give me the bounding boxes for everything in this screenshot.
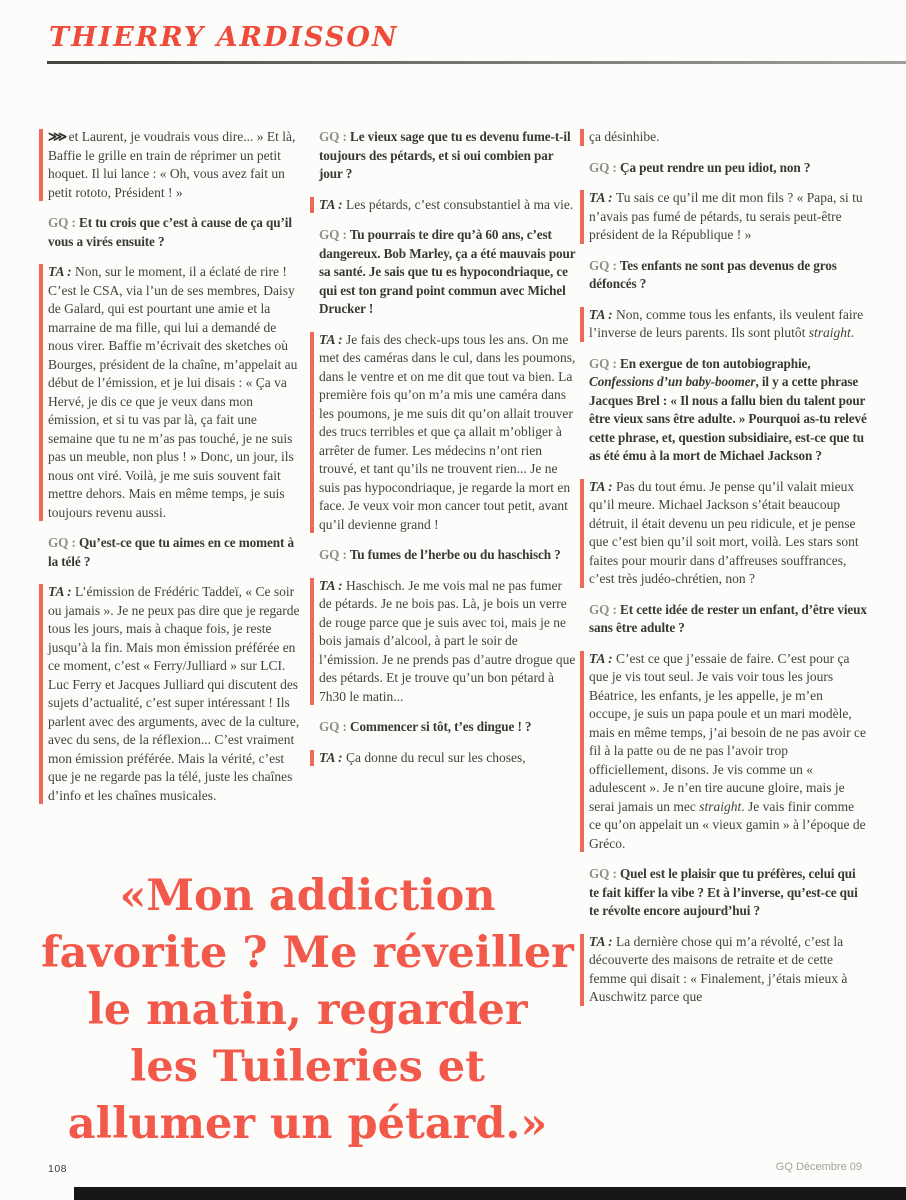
interview-answer [589, 189, 867, 245]
question-text: Et cette idée de rester un enfant, d’être vieux sans être adulte ? [589, 601, 867, 635]
ta-label: TA : [589, 306, 617, 322]
question-text: En exergue de ton autobiographie, Confessions d’un baby-boomer, il y a cette phrase Jacques Brel : « Il nous a fallu bien du talent pour être vieux sans être adulte. » Pourquoi as-tu relevé cette phrase, et, question subsidiaire, est-ce que tu as été ému à la mort de Michael Jackson ? [589, 355, 867, 463]
ta-label: TA : [319, 577, 347, 593]
page-title: THIERRY ARDISSON [49, 22, 399, 53]
question-text: Commencer si tôt, t’es dingue ! ? [350, 719, 532, 734]
ta-label: TA : [589, 933, 617, 949]
answer-text: Les pétards, c’est consubstantiel à ma vie. [346, 196, 574, 212]
interview-answer [48, 263, 301, 522]
gq-label: GQ : [319, 227, 350, 242]
page-number: 108 [48, 1163, 68, 1175]
interview-answer [589, 306, 867, 343]
interview-question [319, 226, 577, 319]
header-rule [47, 61, 906, 64]
gq-label: GQ : [319, 129, 351, 144]
pull-quote-line: «Mon addiction [119, 871, 496, 921]
question-text: Tu fumes de l’herbe ou du haschisch ? [349, 547, 561, 562]
page-edge-bar [74, 1187, 906, 1200]
continuation-arrow-icon: ⋙ [48, 129, 69, 144]
question-text: Tu pourrais te dire qu’à 60 ans, c’est dangereux. Bob Marley, ça a été mauvais pour sa santé. Je sais que tu es hypocondriaque, ce qui est ton grand point commun avec Michel Drucker ! [319, 227, 576, 316]
question-text: Ça peut rendre un peu idiot, non ? [620, 159, 811, 175]
gq-label: GQ : [319, 719, 351, 734]
issue-label: GQ Décembre 09 [775, 1161, 862, 1173]
interview-answer [319, 196, 577, 215]
column-3 [589, 128, 867, 1019]
answer-text: Tu sais ce qu’il me dit mon fils ? « Papa, si tu n’avais pas fumé de pétards, tu serais peut-être président de la République ! » [589, 190, 863, 242]
ta-label: TA : [589, 190, 617, 205]
pull-quote [25, 868, 590, 1153]
interview-question [319, 718, 577, 737]
interview-question [319, 128, 577, 184]
answer-text: Ça donne du recul sur les choses, [346, 749, 526, 765]
answer-text: L’émission de Frédéric Taddeï, « Ce soir ou jamais ». Je ne peux pas dire que je regarde tous les jours, mais à chaque fois, je reste jusqu’à la fin. Mais mon émission préférée en ce moment, c’est « Ferry/Julliard » sur LCI. Luc Ferry et Jacques Julliard qui discutent des sujets d’actualité, c’est super intéressant ! Ils parlent avec des arguments, avec de la culture, avec du sens, de la réflexion... C’est vraiment mon émission préférée. Mais la vérité, c’est que je ne regarde pas la télé, juste les chaînes d’info et les chaînes musicales. [48, 584, 300, 803]
gq-label: GQ : [48, 535, 80, 550]
gq-label: GQ : [589, 866, 621, 881]
pull-quote-line: les Tuileries et [130, 1042, 485, 1092]
interview-question [48, 214, 301, 251]
interview-answer [589, 650, 867, 854]
ta-label: TA : [48, 264, 76, 279]
interview-answer [589, 478, 867, 589]
answer-text: La dernière chose qui m’a révolté, c’est la découverte des maisons de retraite et de cette femme qui disait : « Finalement, j’étais mieux à Auschwitz parce que [589, 933, 848, 1004]
ta-label: TA : [589, 650, 617, 666]
gq-label: GQ : [589, 355, 621, 371]
ta-label: TA : [589, 478, 617, 494]
interview-question [589, 257, 867, 294]
continuation-text: ça désinhibe. [589, 129, 660, 144]
gq-label: GQ : [589, 159, 621, 175]
gq-label: GQ : [48, 215, 80, 230]
gq-label: GQ : [589, 601, 621, 617]
question-text: Et tu crois que c’est à cause de ça qu’il vous a virés ensuite ? [48, 215, 292, 249]
interview-question [589, 865, 867, 921]
interview-question [589, 601, 867, 638]
interview-question [48, 534, 301, 571]
interview-answer [319, 749, 577, 768]
gq-label: GQ : [589, 257, 620, 273]
answer-text: Pas du tout ému. Je pense qu’il valait mieux qu’il meure. Michael Jackson s’était beaucoup détruit, il était devenu un peu ridicule, et je pense que c’est bien qu’il soit mort, voilà. Les stars sont faites pour mourir dans d’affreuses souffrances, c’est très judéo-chrétien, non ? [589, 478, 859, 586]
ta-label: TA : [319, 196, 347, 212]
pull-quote-line: allumer un pétard.» [67, 1099, 548, 1149]
interview-answer [589, 933, 867, 1007]
lead-text: et Laurent, je voudrais vous dire... » Et là, Baffie le grille en train de réprimer un petit hoquet. Il lui lance : « Oh, vous avez fait un petit rototo, Président ! » [48, 129, 296, 200]
ta-label: TA : [48, 584, 76, 599]
answer-text: Non, sur le moment, il a éclaté de rire ! C’est le CSA, via l’un de ses membres, Daisy de Galard, qui est pourtant une amie et la marraine de ma fille, qui lui a demandé de nous virer. Baffie m’écrivait des sketches où Bourges, président de la chaîne, m’appelait au début de l’émission, et je lui disais : « Ça va Hervé, je dis ce que je veux dans mon émission, et si tu vas par là, ça fait une semaine que tu ne m’as pas touché, je ne suis pas un meuble, non plus ! » Donc, un jour, ils nous ont viré. Voilà, je me suis souvent fait mettre dehors. Mais en même temps, je suis toujours revenu aussi. [48, 264, 298, 520]
pull-quote-line: favorite ? Me réveiller [41, 928, 574, 978]
answer-continuation [589, 128, 867, 147]
interview-question [319, 546, 577, 565]
question-text: Le vieux sage que tu es devenu fume-t-il toujours des pétards, et si oui combien par jour ? [319, 129, 571, 181]
lead-paragraph [48, 128, 301, 202]
gq-label: GQ : [319, 547, 350, 562]
column-2 [319, 128, 577, 779]
column-1 [48, 128, 301, 817]
answer-text: Haschisch. Je me vois mal ne pas fumer de pétards. Je ne bois pas. Là, je bois un verre de rouge parce que je suis avec toi, mais je ne bois jamais d’alcool, à part le soir de l’émission. Je ne prends pas d’autre drogue que des pétards. Et je trouve qu’un bon pétard à 7h30 le matin... [319, 577, 576, 704]
question-text: Qu’est-ce que tu aimes en ce moment à la télé ? [48, 535, 294, 569]
question-text: Quel est le plaisir que tu préfères, celui qui te fait kiffer la vibe ? Et à l’inverse, qu’est-ce qui te révolte encore aujourd’hui ? [589, 866, 858, 918]
pull-quote-line: le matin, regarder [87, 985, 528, 1035]
ta-label: TA : [319, 331, 347, 347]
answer-text: Je fais des check-ups tous les ans. On me met des caméras dans le cul, dans les poumons, dans le ventre et on me dit que tout va bien. La première fois qu’on m’a mis une caméra dans les poumons, je me suis dit qu’on allait trouver des trucs terribles et que ça allait m’obliger à arrêter de fumer. Les médecins n’ont rien trouvé, et tant qu’ils ne trouvent rien... Je ne suis pas hypocondriaque, je regarde la mort en face. Je veux voir mon cancer tout petit, avant qu’il devienne grand ! [319, 331, 576, 532]
question-text: Tes enfants ne sont pas devenus de gros défoncés ? [589, 257, 837, 291]
interview-question [589, 159, 867, 178]
interview-answer [48, 583, 301, 805]
answer-text: C’est ce que j’essaie de faire. C’est pour ça que je vis tout seul. Je vais voir tous les jours Béatrice, les enfants, je les appelle, je m’en occupe, je suis un papa poule et un mari modèle, mais en même temps, j’ai besoin de ne pas avoir ce fil à la patte ou de ne pas l’avoir trop officiellement, disons. Je vis comme un « adulescent ». Je n’en tire aucune gloire, mais je serai jamais un mec straight. Je vais finir comme ce qu’on appelait un « vieux gamin » à l’époque de Gréco. [589, 650, 867, 851]
interview-answer [319, 331, 577, 535]
ta-label: TA : [319, 749, 347, 765]
interview-answer [319, 577, 577, 707]
interview-question [589, 355, 867, 466]
answer-text: Non, comme tous les enfants, ils veulent faire l’inverse de leurs parents. Ils sont plutôt straight. [589, 306, 864, 340]
